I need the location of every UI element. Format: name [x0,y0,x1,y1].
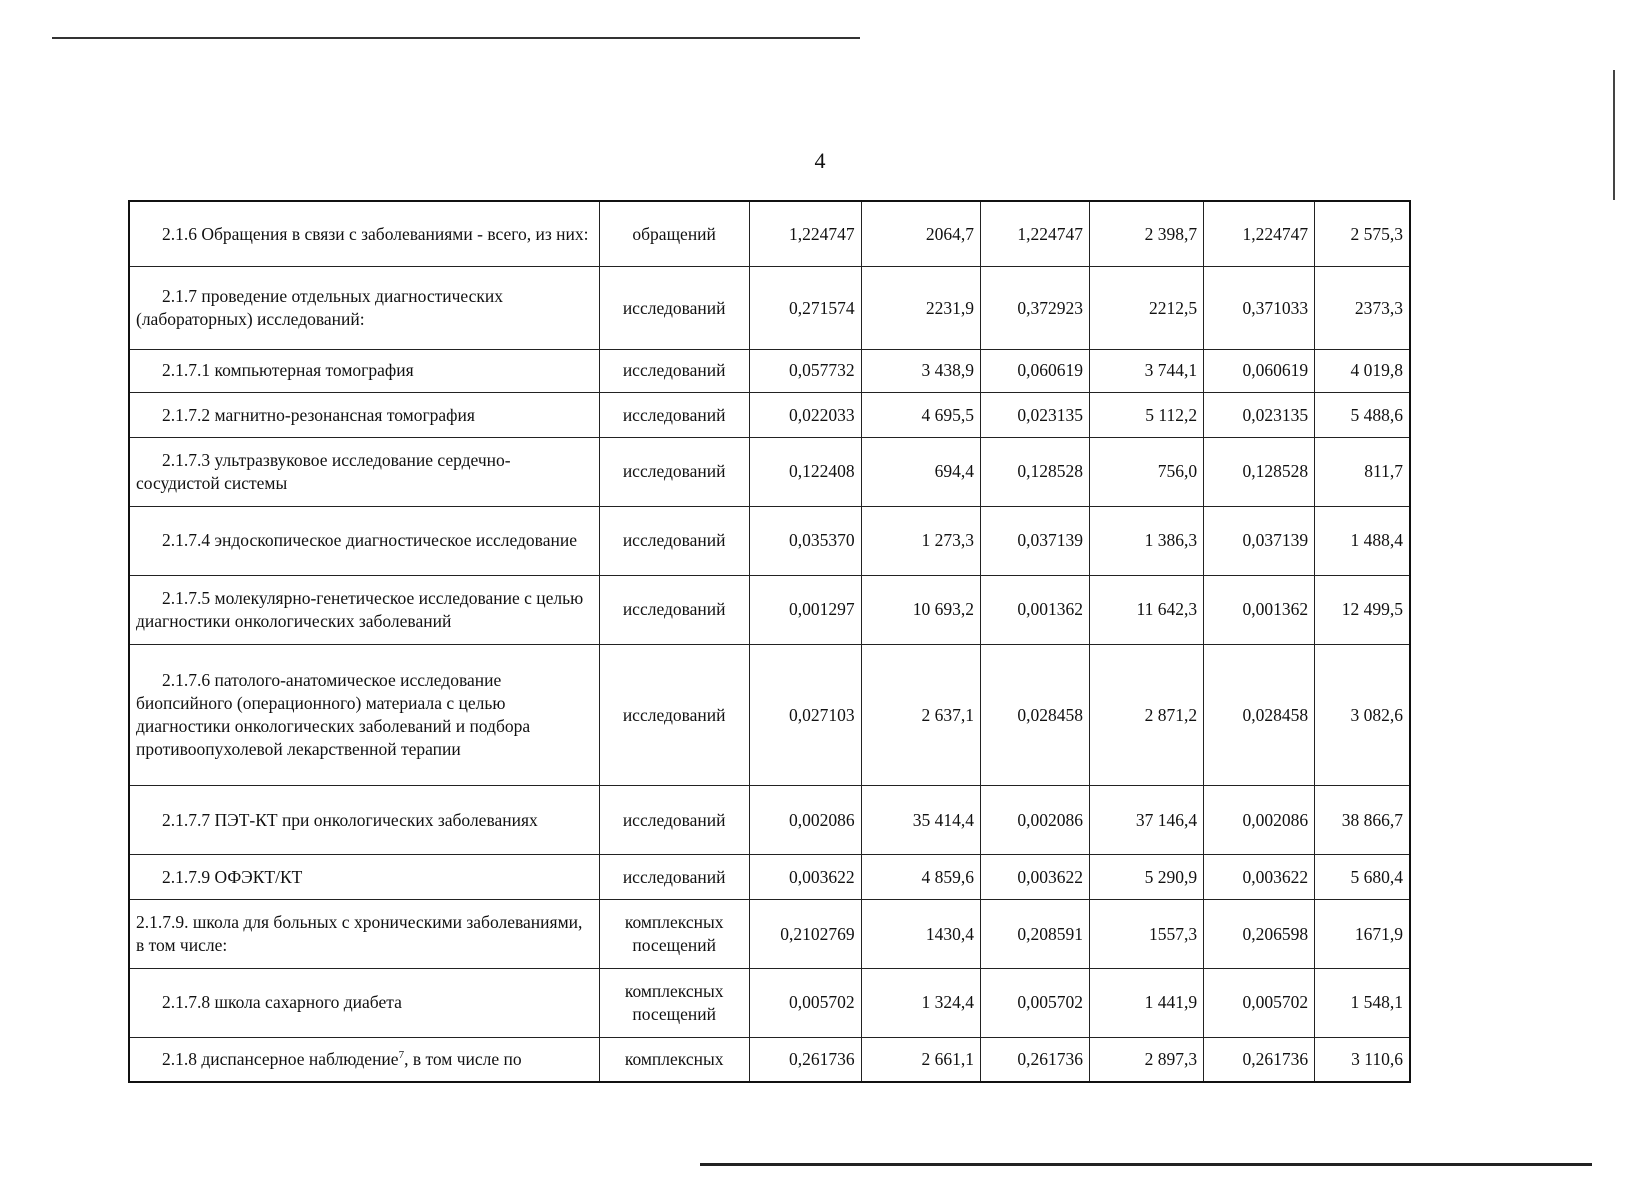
row-value: 10 693,2 [861,575,980,644]
row-value: 0,037139 [981,506,1090,575]
table-row [129,968,1410,1037]
row-value: 12 499,5 [1315,575,1410,644]
row-value: 0,027103 [749,644,861,786]
row-value: 0,005702 [1204,968,1315,1037]
row-value: 0,261736 [981,1037,1090,1082]
row-value: 0,005702 [749,968,861,1037]
row-value: 0,003622 [1204,855,1315,900]
row-name [129,1037,599,1082]
row-value: 0,128528 [981,437,1090,506]
table-row [129,267,1410,349]
row-value: 0,001362 [981,575,1090,644]
row-value: 0,261736 [749,1037,861,1082]
row-value: 0,208591 [981,899,1090,968]
row-value: 4 019,8 [1315,349,1410,393]
row-unit: исследований [599,437,749,506]
row-value: 0,023135 [1204,393,1315,438]
row-value: 756,0 [1089,437,1203,506]
table-row [129,201,1410,267]
row-value: 694,4 [861,437,980,506]
page-number: 4 [814,148,826,173]
row-value: 2231,9 [861,267,980,349]
table-row [129,786,1410,855]
table-row [129,506,1410,575]
row-value: 1 273,3 [861,506,980,575]
row-value: 4 695,5 [861,393,980,438]
row-value: 0,002086 [749,786,861,855]
row-value: 1557,3 [1089,899,1203,968]
row-value: 1 324,4 [861,968,980,1037]
row-value: 3 438,9 [861,349,980,393]
row-value: 3 082,6 [1315,644,1410,786]
table-row [129,855,1410,900]
row-value: 0,001297 [749,575,861,644]
row-value: 0,122408 [749,437,861,506]
row-name: 2.1.7.2 магнитно-резонансная томография [129,393,599,438]
row-value: 2064,7 [861,201,980,267]
row-value: 2 398,7 [1089,201,1203,267]
row-value: 2212,5 [1089,267,1203,349]
table-row [129,899,1410,968]
row-value: 1 441,9 [1089,968,1203,1037]
row-value: 0,035370 [749,506,861,575]
row-value: 0,001362 [1204,575,1315,644]
row-value: 5 488,6 [1315,393,1410,438]
row-value: 2 661,1 [861,1037,980,1082]
scan-artifact-line-top [52,37,860,39]
row-value: 35 414,4 [861,786,980,855]
table-row [129,575,1410,644]
row-value: 0,028458 [1204,644,1315,786]
row-value: 0,271574 [749,267,861,349]
row-value: 5 290,9 [1089,855,1203,900]
row-value: 0,003622 [749,855,861,900]
row-name: 2.1.7.9 ОФЭКТ/КТ [129,855,599,900]
row-value: 1 386,3 [1089,506,1203,575]
row-value: 0,261736 [1204,1037,1315,1082]
row-name: 2.1.7.6 патолого-анатомическое исследование биопсийного (операционного) материала с целью диагностики онкологических заболеваний и подбора противоопухолевой лекарственной терапии [129,644,599,786]
table-row [129,644,1410,786]
row-value: 0,003622 [981,855,1090,900]
row-value: 5 112,2 [1089,393,1203,438]
row-name-tail: , в том числе по [404,1049,522,1070]
row-name-text: 2.1.8 диспансерное наблюдение [162,1049,399,1070]
row-value: 4 859,6 [861,855,980,900]
data-table [128,200,1411,1083]
scan-artifact-line-bottom [700,1163,1592,1166]
row-name: 2.1.7.9. школа для больных с хроническими заболеваниями, в том числе: [129,899,599,968]
row-value: 0,028458 [981,644,1090,786]
row-value: 1 548,1 [1315,968,1410,1037]
row-value: 0,002086 [1204,786,1315,855]
row-unit: комплексных [599,1037,749,1082]
table-row [129,1037,1410,1082]
table-row [129,437,1410,506]
row-value: 0,057732 [749,349,861,393]
row-name: 2.1.7.1 компьютерная томография [129,349,599,393]
row-value: 37 146,4 [1089,786,1203,855]
row-value: 1430,4 [861,899,980,968]
row-value: 0,060619 [1204,349,1315,393]
row-unit: комплексных посещений [599,968,749,1037]
row-value: 3 110,6 [1315,1037,1410,1082]
table-row [129,349,1410,393]
row-unit: комплексных посещений [599,899,749,968]
row-value: 1671,9 [1315,899,1410,968]
row-unit: исследований [599,267,749,349]
row-name: 2.1.7 проведение отдельных диагностических (лабораторных) исследований: [129,267,599,349]
row-value: 0,037139 [1204,506,1315,575]
row-value: 5 680,4 [1315,855,1410,900]
row-unit: исследований [599,393,749,438]
row-value: 0,128528 [1204,437,1315,506]
row-name: 2.1.7.7 ПЭТ-КТ при онкологических заболеваниях [129,786,599,855]
row-unit: исследований [599,786,749,855]
row-value: 2 871,2 [1089,644,1203,786]
row-value: 1 488,4 [1315,506,1410,575]
row-value: 38 866,7 [1315,786,1410,855]
row-value: 1,224747 [981,201,1090,267]
row-value: 1,224747 [1204,201,1315,267]
row-name: 2.1.7.8 школа сахарного диабета [129,968,599,1037]
row-value: 2 637,1 [861,644,980,786]
row-value: 0,206598 [1204,899,1315,968]
row-name: 2.1.6 Обращения в связи с заболеваниями - всего, из них: [129,201,599,267]
row-value: 0,005702 [981,968,1090,1037]
row-value: 1,224747 [749,201,861,267]
scan-artifact-edge-right [1613,70,1615,200]
row-value: 3 744,1 [1089,349,1203,393]
row-value: 2 897,3 [1089,1037,1203,1082]
row-value: 0,2102769 [749,899,861,968]
row-value: 811,7 [1315,437,1410,506]
row-name: 2.1.7.5 молекулярно-генетическое исследование с целью диагностики онкологических заболеваний [129,575,599,644]
row-value: 0,002086 [981,786,1090,855]
row-name: 2.1.7.3 ультразвуковое исследование сердечно-сосудистой системы [129,437,599,506]
row-unit: исследований [599,506,749,575]
footnote-marker: 7 [398,1049,405,1062]
row-unit: исследований [599,349,749,393]
row-value: 11 642,3 [1089,575,1203,644]
row-unit: исследований [599,855,749,900]
row-value: 0,372923 [981,267,1090,349]
row-value: 0,023135 [981,393,1090,438]
row-value: 0,022033 [749,393,861,438]
row-unit: исследований [599,644,749,786]
row-unit: обращений [599,201,749,267]
row-unit: исследований [599,575,749,644]
row-value: 0,060619 [981,349,1090,393]
row-value: 2373,3 [1315,267,1410,349]
row-value: 2 575,3 [1315,201,1410,267]
row-name: 2.1.7.4 эндоскопическое диагностическое исследование [129,506,599,575]
table-row [129,393,1410,438]
row-value: 0,371033 [1204,267,1315,349]
